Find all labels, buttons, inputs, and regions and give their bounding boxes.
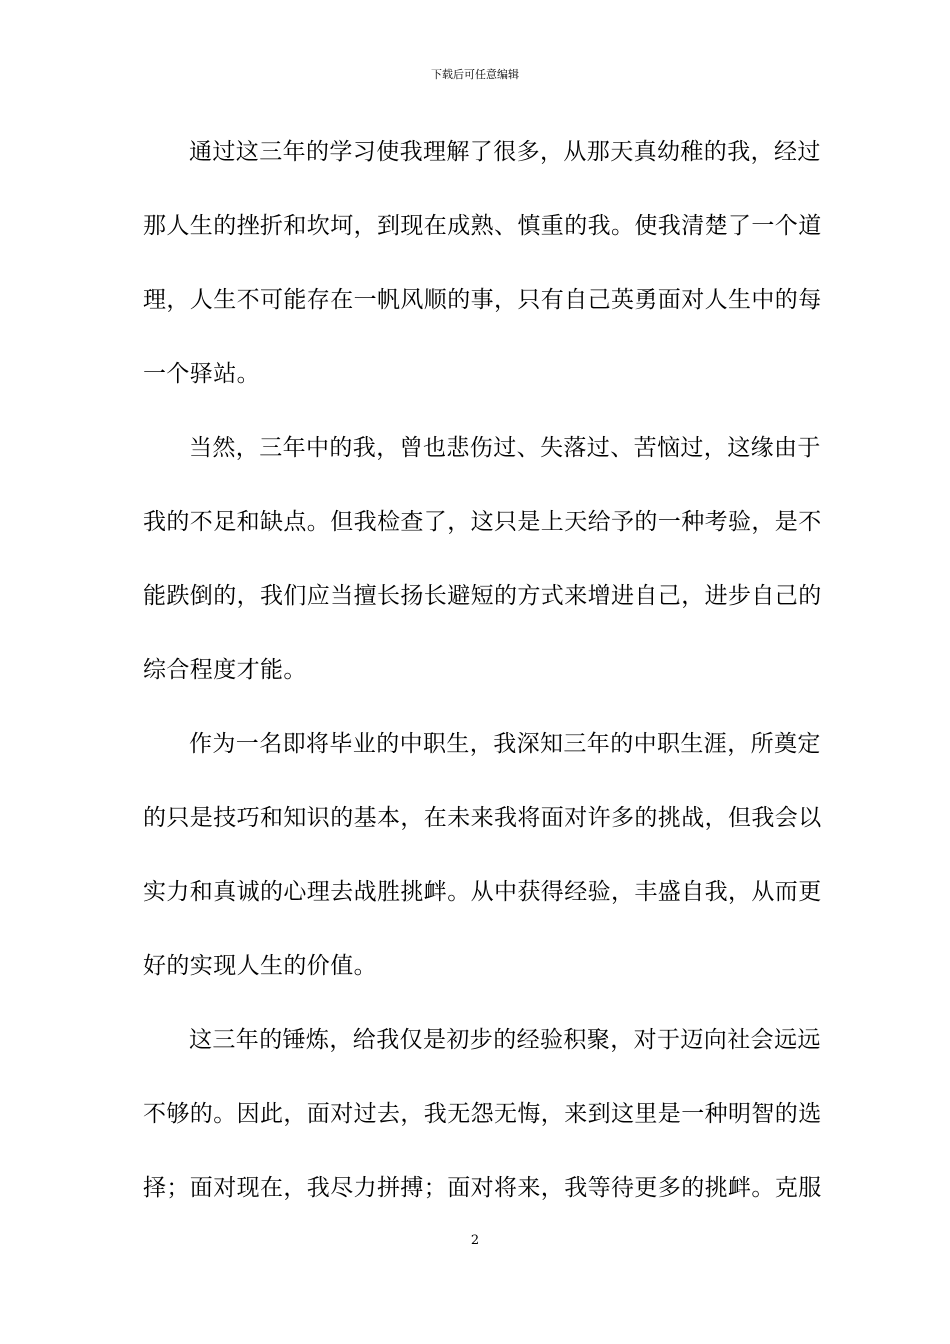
page-header: 下载后可任意编辑: [431, 68, 519, 81]
text-line: 那人生的挫折和坎坷，到现在成熟、慎重的我。使我清楚了一个道: [143, 213, 822, 239]
page-number: 2: [470, 1233, 480, 1248]
text-line: 当然，三年中的我，曾也悲伤过、失落过、苦恼过，这缘由于: [189, 435, 821, 461]
text-line: 作为一名即将毕业的中职生，我深知三年的中职生涯，所奠定: [189, 731, 821, 757]
text-line: 理，人生不可能存在一帆风顺的事，只有自己英勇面对人生中的每: [143, 287, 822, 313]
text-line: 综合程度才能。: [143, 657, 307, 683]
text-line: 这三年的锤炼，给我仅是初步的经验积聚，对于迈向社会远远: [189, 1027, 821, 1053]
text-line: 能跌倒的，我们应当擅长扬长避短的方式来增进自己，进步自己的: [143, 583, 822, 609]
body-text: [143, 125, 822, 1235]
text-line: 通过这三年的学习使我理解了很多，从那天真幼稚的我，经过: [189, 139, 821, 165]
text-line: 不够的。因此，面对过去，我无怨无悔，来到这里是一种明智的选: [143, 1101, 822, 1127]
text-line: 实力和真诚的心理去战胜挑衅。从中获得经验，丰盛自我，从而更: [143, 879, 822, 905]
text-line: 我的不足和缺点。但我检查了，这只是上天给予的一种考验，是不: [143, 509, 822, 535]
text-line: 择；面对现在，我尽力拼搏；面对将来，我等待更多的挑衅。克服: [143, 1175, 822, 1201]
text-line: 好的实现人生的价值。: [143, 953, 377, 979]
text-line: 一个驿站。: [143, 361, 260, 387]
text-line: 的只是技巧和知识的基本，在未来我将面对许多的挑战，但我会以: [143, 805, 822, 831]
